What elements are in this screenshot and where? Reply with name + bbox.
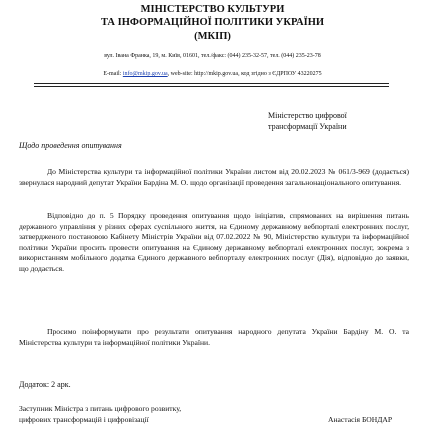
ministry-abbreviation: (МКІП): [194, 31, 231, 42]
paragraph-text: Просимо поінформувати про результати опитування народного депутата України Бардіну М. О. та Міністерства культури та інформаційної політики України.: [19, 327, 409, 347]
signatory-name: Анастасія БОНДАР: [328, 415, 393, 424]
ministry-contacts: [0, 70, 425, 78]
ministry-address: вул. Івана Франка, 19, м. Київ, 01601, тел./факс: (044) 235-32-57, тел. (044) 235-23-78: [104, 53, 321, 59]
attachment-note: Додаток: 2 арк.: [19, 380, 71, 389]
paragraph-text: Відповідно до п. 5 Порядку проведення опитування щодо ініціатив, спрямованих на вирішення питань державного управління у різних сферах суспільного життя, на Єдиному державному вебпорталі електронних послуг, затвердженого постановою Кабінету Міністрів України від 07.02.2022 № 90, Міністерство культури та інформаційної політики України просить провести опитування на Єдиному державному вебпорталі електронних послуг, зокрема з використанням мобільного додатка Єдиного державного вебпорталу електронних послуг (Дія), відповідно до заявки, що додається.: [19, 211, 409, 273]
position-line2: цифрових трансформацій і цифровізації: [19, 414, 149, 424]
position-line1: Заступник Міністра з питань цифрового розвитку,: [19, 404, 182, 413]
paragraph-text: До Міністерства культури та інформаційної політики України листом від 20.02.2023 № 061/3-969 (додається) звернулася народний депутат України Бардіна М. О. щодо організації проведення загальнонаціонального опитування.: [19, 167, 409, 187]
body-paragraph-1: [19, 167, 409, 188]
body-paragraph-3: [19, 327, 409, 348]
recipient-line2: трансформації України: [268, 122, 347, 131]
recipient-block: [268, 110, 347, 132]
signatory-position: [19, 404, 181, 425]
ministry-name-line1: МІНІСТЕРСТВО КУЛЬТУРИ: [140, 4, 285, 15]
header-divider-thin: [34, 86, 389, 87]
website-and-code: , web-site: http://mkip.gov.ua, код згідно з ЄДРПОУ 43220275: [167, 71, 322, 77]
email-link[interactable]: info@mkip.gov.ua: [122, 71, 168, 77]
email-label: E-mail:: [103, 71, 122, 77]
letter-subject: Щодо проведення опитування: [19, 141, 122, 150]
recipient-line1: Міністерство цифрової: [268, 111, 347, 120]
body-paragraph-2: [19, 211, 409, 275]
header-divider-thick: [34, 83, 389, 84]
ministry-name-line2: ТА ІНФОРМАЦІЙНОЇ ПОЛІТИКИ УКРАЇНИ: [100, 17, 325, 28]
